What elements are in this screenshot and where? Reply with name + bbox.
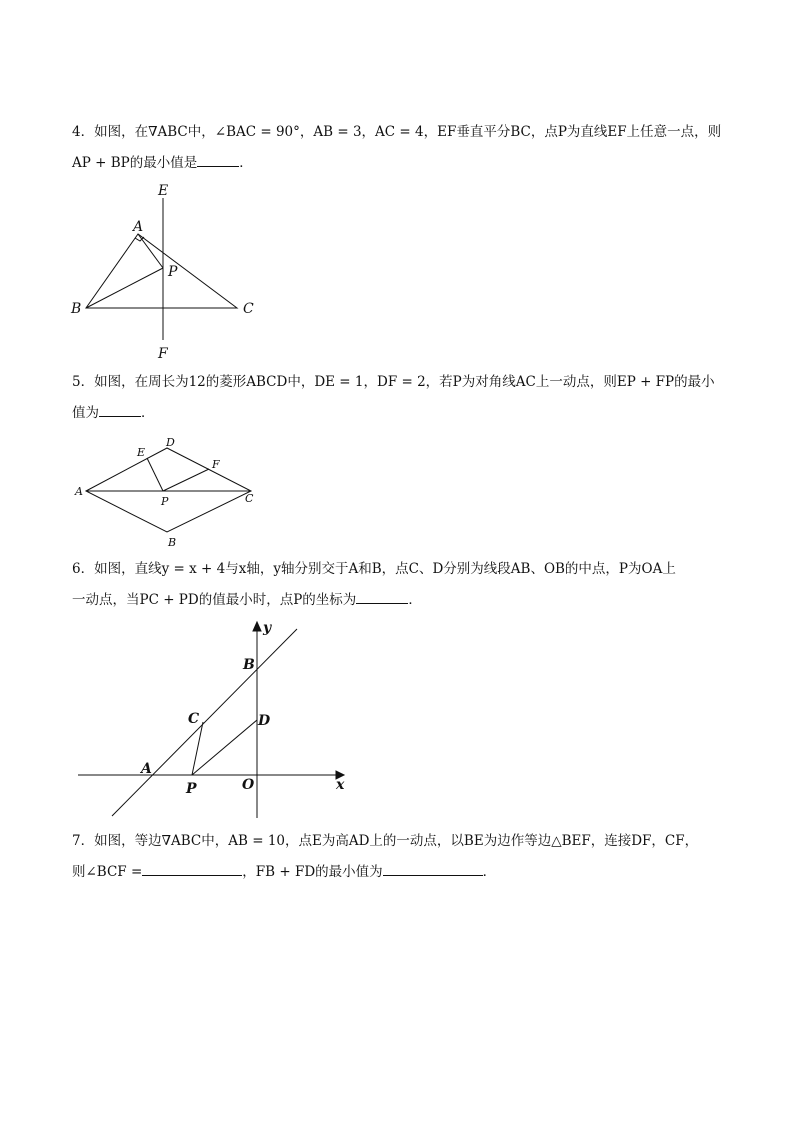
- question-6-line2: 一动点，当PC + PD的值最小时，点P的坐标为 ．: [72, 585, 732, 616]
- question-6: [72, 554, 732, 616]
- label-p: P: [161, 495, 169, 508]
- question-4: [72, 117, 732, 179]
- label-y: y: [263, 620, 272, 636]
- label-b: B: [243, 657, 255, 673]
- label-a: A: [75, 485, 83, 498]
- label-c: C: [245, 492, 254, 505]
- answer-blank[interactable]: [356, 589, 408, 604]
- label-c: C: [188, 711, 200, 727]
- answer-blank[interactable]: [99, 402, 141, 417]
- triangle-abc: [86, 234, 237, 308]
- segment-ep: [147, 458, 163, 491]
- question-5-line1: 5．如图，在周长为12的菱形ABCD中，DE = 1，DF = 2，若P为对角线AC上一动点，则EP + FP的最小: [72, 374, 715, 390]
- label-a: A: [133, 219, 144, 235]
- question-5: [72, 367, 732, 429]
- question-4-line1: 4．如图，在∇ABC中，∠BAC = 90°，AB = 3，AC = 4，EF垂直平分BC，点P为直线EF上任意一点，则: [72, 124, 722, 140]
- question-5-stem: 值为: [72, 405, 99, 421]
- rhombus-abcd: [86, 448, 251, 532]
- segment-fp: [163, 469, 209, 491]
- question-6-stem: 一动点，当PC + PD的值最小时，点P的坐标为: [72, 592, 357, 608]
- label-x: x: [336, 777, 345, 793]
- question-7: [72, 826, 732, 888]
- question-6-line1: 6．如图，直线y = x + 4与x轴，y轴分别交于A和B，点C、D分别为线段AB、OB的中点，P为OA上: [72, 561, 676, 577]
- question-7-line1: 7．如图，等边∇ABC中，AB = 10，点E为高AD上的一动点，以BE为边作等边△BEF，连接DF，CF，: [72, 833, 699, 849]
- segment-bp: [86, 268, 163, 308]
- label-p: P: [168, 264, 178, 280]
- question-7-stem-b: ，FB + FD的最小值为: [242, 864, 383, 880]
- label-b: B: [168, 536, 177, 549]
- question-4-stem: AP + BP的最小值是: [72, 155, 198, 171]
- question-7-stem-a: 则∠BCF =: [72, 864, 143, 880]
- y-axis-arrow: [253, 622, 261, 631]
- figure-q4: [62, 180, 272, 365]
- label-e: E: [158, 183, 169, 199]
- label-p: P: [186, 781, 197, 797]
- figure-q6: [72, 618, 362, 823]
- question-7-line2: 则∠BCF = ，FB + FD的最小值为 ．: [72, 857, 732, 888]
- figure-q5: [68, 432, 268, 550]
- label-d: D: [166, 436, 175, 449]
- answer-blank-1[interactable]: [142, 861, 242, 876]
- question-5-line2: 值为 ．: [72, 398, 732, 429]
- label-b: B: [71, 301, 82, 317]
- label-o: O: [242, 777, 255, 793]
- question-4-line2: AP + BP的最小值是 ．: [72, 148, 732, 179]
- label-e: E: [137, 446, 146, 459]
- label-c: C: [243, 301, 254, 317]
- answer-blank-2[interactable]: [383, 861, 483, 876]
- answer-blank[interactable]: [197, 152, 239, 167]
- label-d: D: [258, 713, 271, 729]
- label-f: F: [212, 458, 220, 471]
- label-a: A: [141, 761, 152, 777]
- label-f: F: [158, 346, 168, 362]
